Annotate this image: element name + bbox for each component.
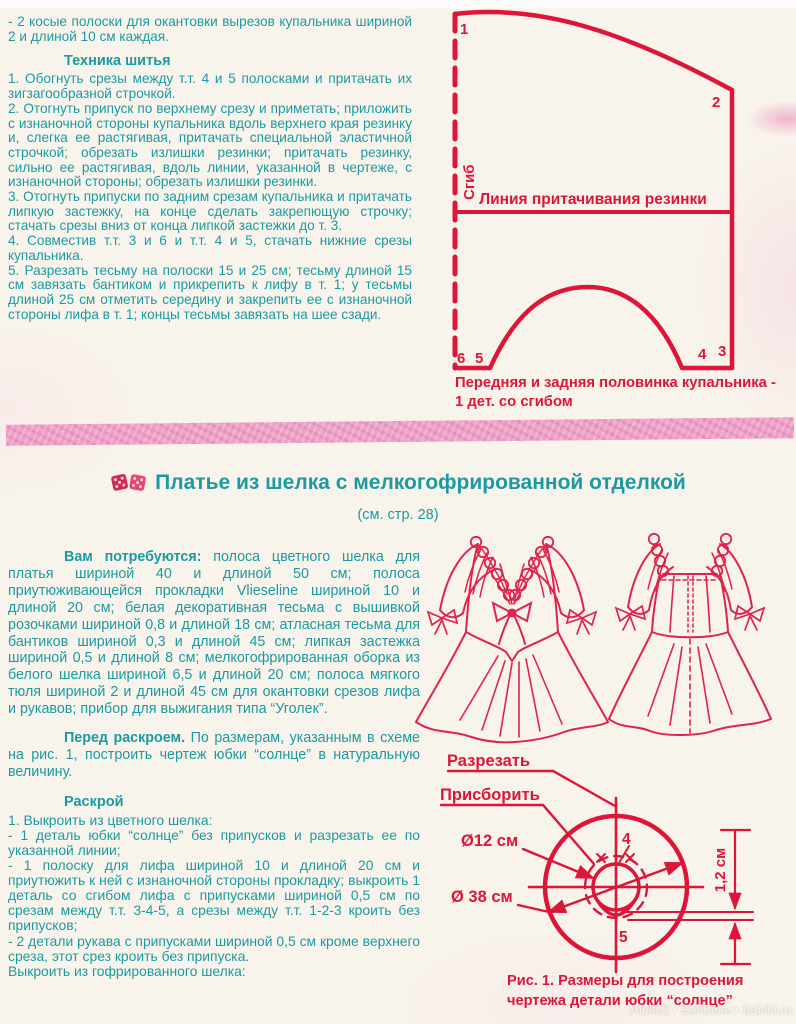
- pattern-outline-top: [455, 12, 732, 368]
- dress-front-view: [416, 537, 608, 743]
- cutting-line: - 2 детали рукава с припусками шириной 0,5 см кроме верхнего среза, этот срез кроить без припуска.: [8, 932, 420, 964]
- pattern-caption: Передняя и задняя половинка купальника - 1 дет. со сгибом: [455, 375, 776, 410]
- inner-diameter-label: Ø12 см: [461, 832, 519, 850]
- gap-lines: [622, 912, 753, 920]
- dress-illustrations: [402, 520, 795, 755]
- cutting-line: - 1 деталь юбки “солнце” без припусков и разрезать ее по указанной линии;: [8, 826, 420, 858]
- crosshair-lines: [529, 798, 703, 972]
- cutting-line: Выкроить из гофрированного шелка:: [8, 962, 246, 979]
- pattern-point-4: 4: [698, 346, 707, 363]
- before-cutting-lead: Перед раскроем.: [64, 730, 186, 747]
- fold-label: Сгиб: [461, 164, 478, 200]
- technique-section: [8, 15, 412, 322]
- figure-caption: Рис. 1. Размеры для построения чертежа детали юбки “солнце”: [507, 973, 744, 1009]
- technique-step: 5. Разрезать тесьму на полоски 15 и 25 см; тесьму длиной 15 см завязать бантиком и прикрепить к лифу в т. 1; у тесьмы длиной 25 см отметить середину и закрепить ее с изнаночной стороны лифа в т. 1; концы тесьмы завязать на шее сзади.: [8, 262, 412, 322]
- pattern-point-5: 5: [475, 350, 484, 367]
- technique-heading: Техника шитья: [64, 53, 171, 70]
- cutting-list: [8, 813, 420, 979]
- gather-label: Присборить: [440, 786, 540, 804]
- outer-diameter-leader: [518, 905, 549, 912]
- diagram-point-4: 4: [622, 831, 631, 848]
- pattern-outline-bottom: [455, 287, 732, 368]
- pattern-point-6: 6: [457, 350, 466, 367]
- materials-lead: Вам потребуются:: [64, 549, 202, 565]
- article-subtitle: (см. стр. 28): [357, 507, 439, 523]
- gap-size-label: 1,2 см: [712, 847, 729, 893]
- technique-step: 2. Отогнуть припуск по верхнему срезу и приметать; приложить с изнаночной стороны купальника вдоль верхнего края резинку и, слегка ее растягивая, притачать специальной эластичной строчкой; обрезать излишки резинки; притачать резинку, сильно ее растягивая, вдоль линии, указанной в чертеже, с изнаночной стороны; обрезать излишки резинки.: [8, 100, 412, 190]
- diagram-point-5: 5: [619, 929, 628, 946]
- before-cutting-paragraph: Перед раскроем. По размерам, указанным в схеме на рис. 1, построить чертеж юбки “солнце” в натуральную величину.: [8, 730, 421, 780]
- dice-icon: [110, 471, 148, 495]
- materials-paragraph: Вам потребуются: полоса цветного шелка для платья шириной 40 и длиной 50 см; полоса приутюживающейся прокладки Vlieseline шириной 10 и длиной 20 см; белая декоративная тесьма с вышивкой розочками шириной 0,8 и длиной 18 см; атласная тесьма для бантиков шириной 0,3 и длиной 45 см; липкая застежка шириной 0,5 и длиной 8 см; мелкогофрированная оборка из белого шелка шириной 6,5 и длиной 20 см; полоса мягкого тюля шириной 2 и длиной 45 см для окантовки срезов лифа и рукавов; прибор для выжигания типа “Уголек”.: [8, 549, 420, 718]
- article-title: Платье из шелка с мелкогофрированной отделкой: [155, 471, 686, 494]
- cutting-heading: Раскрой: [64, 793, 124, 810]
- watermark: Aleks2 • Бэйбики • babiki.ru: [630, 1002, 792, 1017]
- technique-step: 1. Обогнуть срезы между т.т. 4 и 5 полосками и притачать их зигзагообразной строчкой.: [8, 71, 412, 102]
- inner-diameter-leader: [523, 849, 593, 878]
- article-title-row: [0, 471, 796, 495]
- circle-skirt-diagram: [433, 742, 795, 974]
- cut-label: Разрезать: [447, 752, 531, 770]
- dress-back-view: [609, 534, 771, 735]
- waist-bow: [493, 603, 531, 644]
- elastic-line-label: Линия притачивания резинки: [479, 191, 707, 208]
- pattern-point-3: 3: [718, 343, 727, 360]
- dress-article-text: [8, 549, 420, 979]
- swimsuit-pattern-diagram: [430, 0, 796, 372]
- intro-paragraph: - 2 косые полоски для окантовки вырезов купальника шириной 2 и длиной 10 см каждая.: [8, 14, 412, 44]
- pink-divider: [6, 417, 794, 446]
- cutting-line: 1. Выкроить из цветного шелка:: [8, 811, 213, 828]
- pattern-point-2: 2: [712, 94, 721, 111]
- technique-step: 3. Отогнуть припуски по задним срезам купальника и притачать липкую застежку, на конце сделать закрепющую строчку; стачать срезы вниз от конца липкой застежки до т. 3.: [8, 189, 412, 234]
- technique-step: 4. Совместив т.т. 3 и 6 и т.т. 4 и 5, стачать нижние срезы купальника.: [8, 233, 412, 263]
- pattern-point-1: 1: [460, 21, 469, 38]
- cutting-line: - 1 полоску для лифа шириной 10 и длиной 20 см и приутюжить к ней с изнаночной стороны прокладку; выкроить 1 деталь со сгибом лифа с припусками шириной 0,5 см по срезам между т.т. 3-4-5, а срезы между т.т. 1-2-3 кроить без припусков;: [8, 857, 420, 934]
- neckline-ruffle: [471, 537, 553, 600]
- outer-diameter-label: Ø 38 см: [451, 888, 513, 906]
